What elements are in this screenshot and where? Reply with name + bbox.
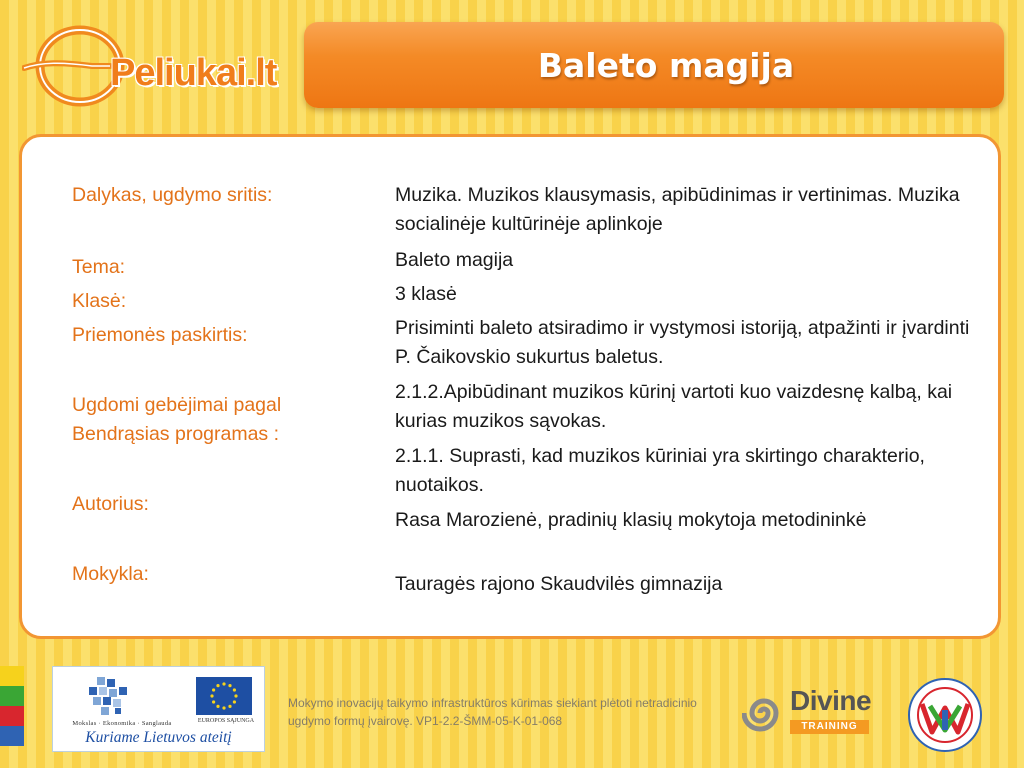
- divine-training-label: TRAINING: [790, 720, 869, 734]
- info-card: [19, 134, 1001, 639]
- page-title: Baleto magija: [537, 45, 795, 85]
- divine-word: Divine: [790, 685, 872, 716]
- spiral-icon: [742, 689, 786, 737]
- label-subject: Dalykas, ugdymo sritis:: [72, 184, 273, 206]
- value-skills-2: 2.1.1. Suprasti, kad muzikos kūriniai yra skirtingo charakterio, nuotaikos.: [395, 445, 925, 496]
- label-skills: Ugdomi gebėjimai pagal Bendrąsias programas :: [72, 394, 282, 445]
- title-banner: [304, 22, 1004, 108]
- eu-flag-icon: [196, 677, 252, 715]
- eu-funding-logo: [52, 666, 265, 752]
- red-square: [0, 706, 24, 726]
- logo-text: Peliukai.lt: [110, 52, 277, 94]
- label-school: Mokykla:: [72, 563, 149, 585]
- label-author: Autorius:: [72, 493, 149, 515]
- mosaic-icon: [87, 677, 131, 717]
- value-grade: 3 klasė: [395, 283, 457, 305]
- label-purpose: Priemonės paskirtis:: [72, 324, 248, 346]
- label-topic: Tema:: [72, 256, 126, 278]
- yellow-square: [0, 666, 24, 686]
- label-grade: Klasė:: [72, 290, 127, 312]
- school-emblem-icon: [906, 676, 984, 754]
- color-squares: [0, 666, 24, 746]
- eu-slogan: Kuriame Lietuvos ateitį: [85, 729, 232, 746]
- green-square: [0, 686, 24, 706]
- project-description: Mokymo inovacijų taikymo infrastruktūros kūrimas siekiant plėtoti netradicinio ugdymo formų įvairovę. VP1-2.2-ŠMM-05-K-01-068: [288, 696, 697, 728]
- value-purpose: Prisiminti baleto atsiradimo ir vystymosi istoriją, atpažinti ir įvardinti P. Čaikovskio sukurtus baletus.: [395, 317, 970, 368]
- blue-square: [0, 726, 24, 746]
- value-subject: Muzika. Muzikos klausymasis, apibūdinimas ir vertinimas. Muzika socialinėje kultūrinėje aplinkoje: [395, 184, 960, 235]
- peliukai-logo[interactable]: [22, 22, 284, 108]
- eu-caption-left: Mokslas · Ekonomika · Sanglauda: [72, 720, 172, 727]
- value-author: Rasa Marozienė, pradinių klasių mokytoja metodininkė: [395, 509, 867, 531]
- value-topic: Baleto magija: [395, 249, 514, 271]
- divine-training-logo[interactable]: [742, 687, 872, 739]
- value-skills-1: 2.1.2.Apibūdinant muzikos kūrinį vartoti kuo vaizdesnę kalbą, kai kurias muzikos sąvokas.: [395, 381, 953, 432]
- value-school: Tauragės rajono Skaudvilės gimnazija: [395, 573, 723, 595]
- eu-caption-right: EUROPOS SĄJUNGA: [197, 718, 255, 724]
